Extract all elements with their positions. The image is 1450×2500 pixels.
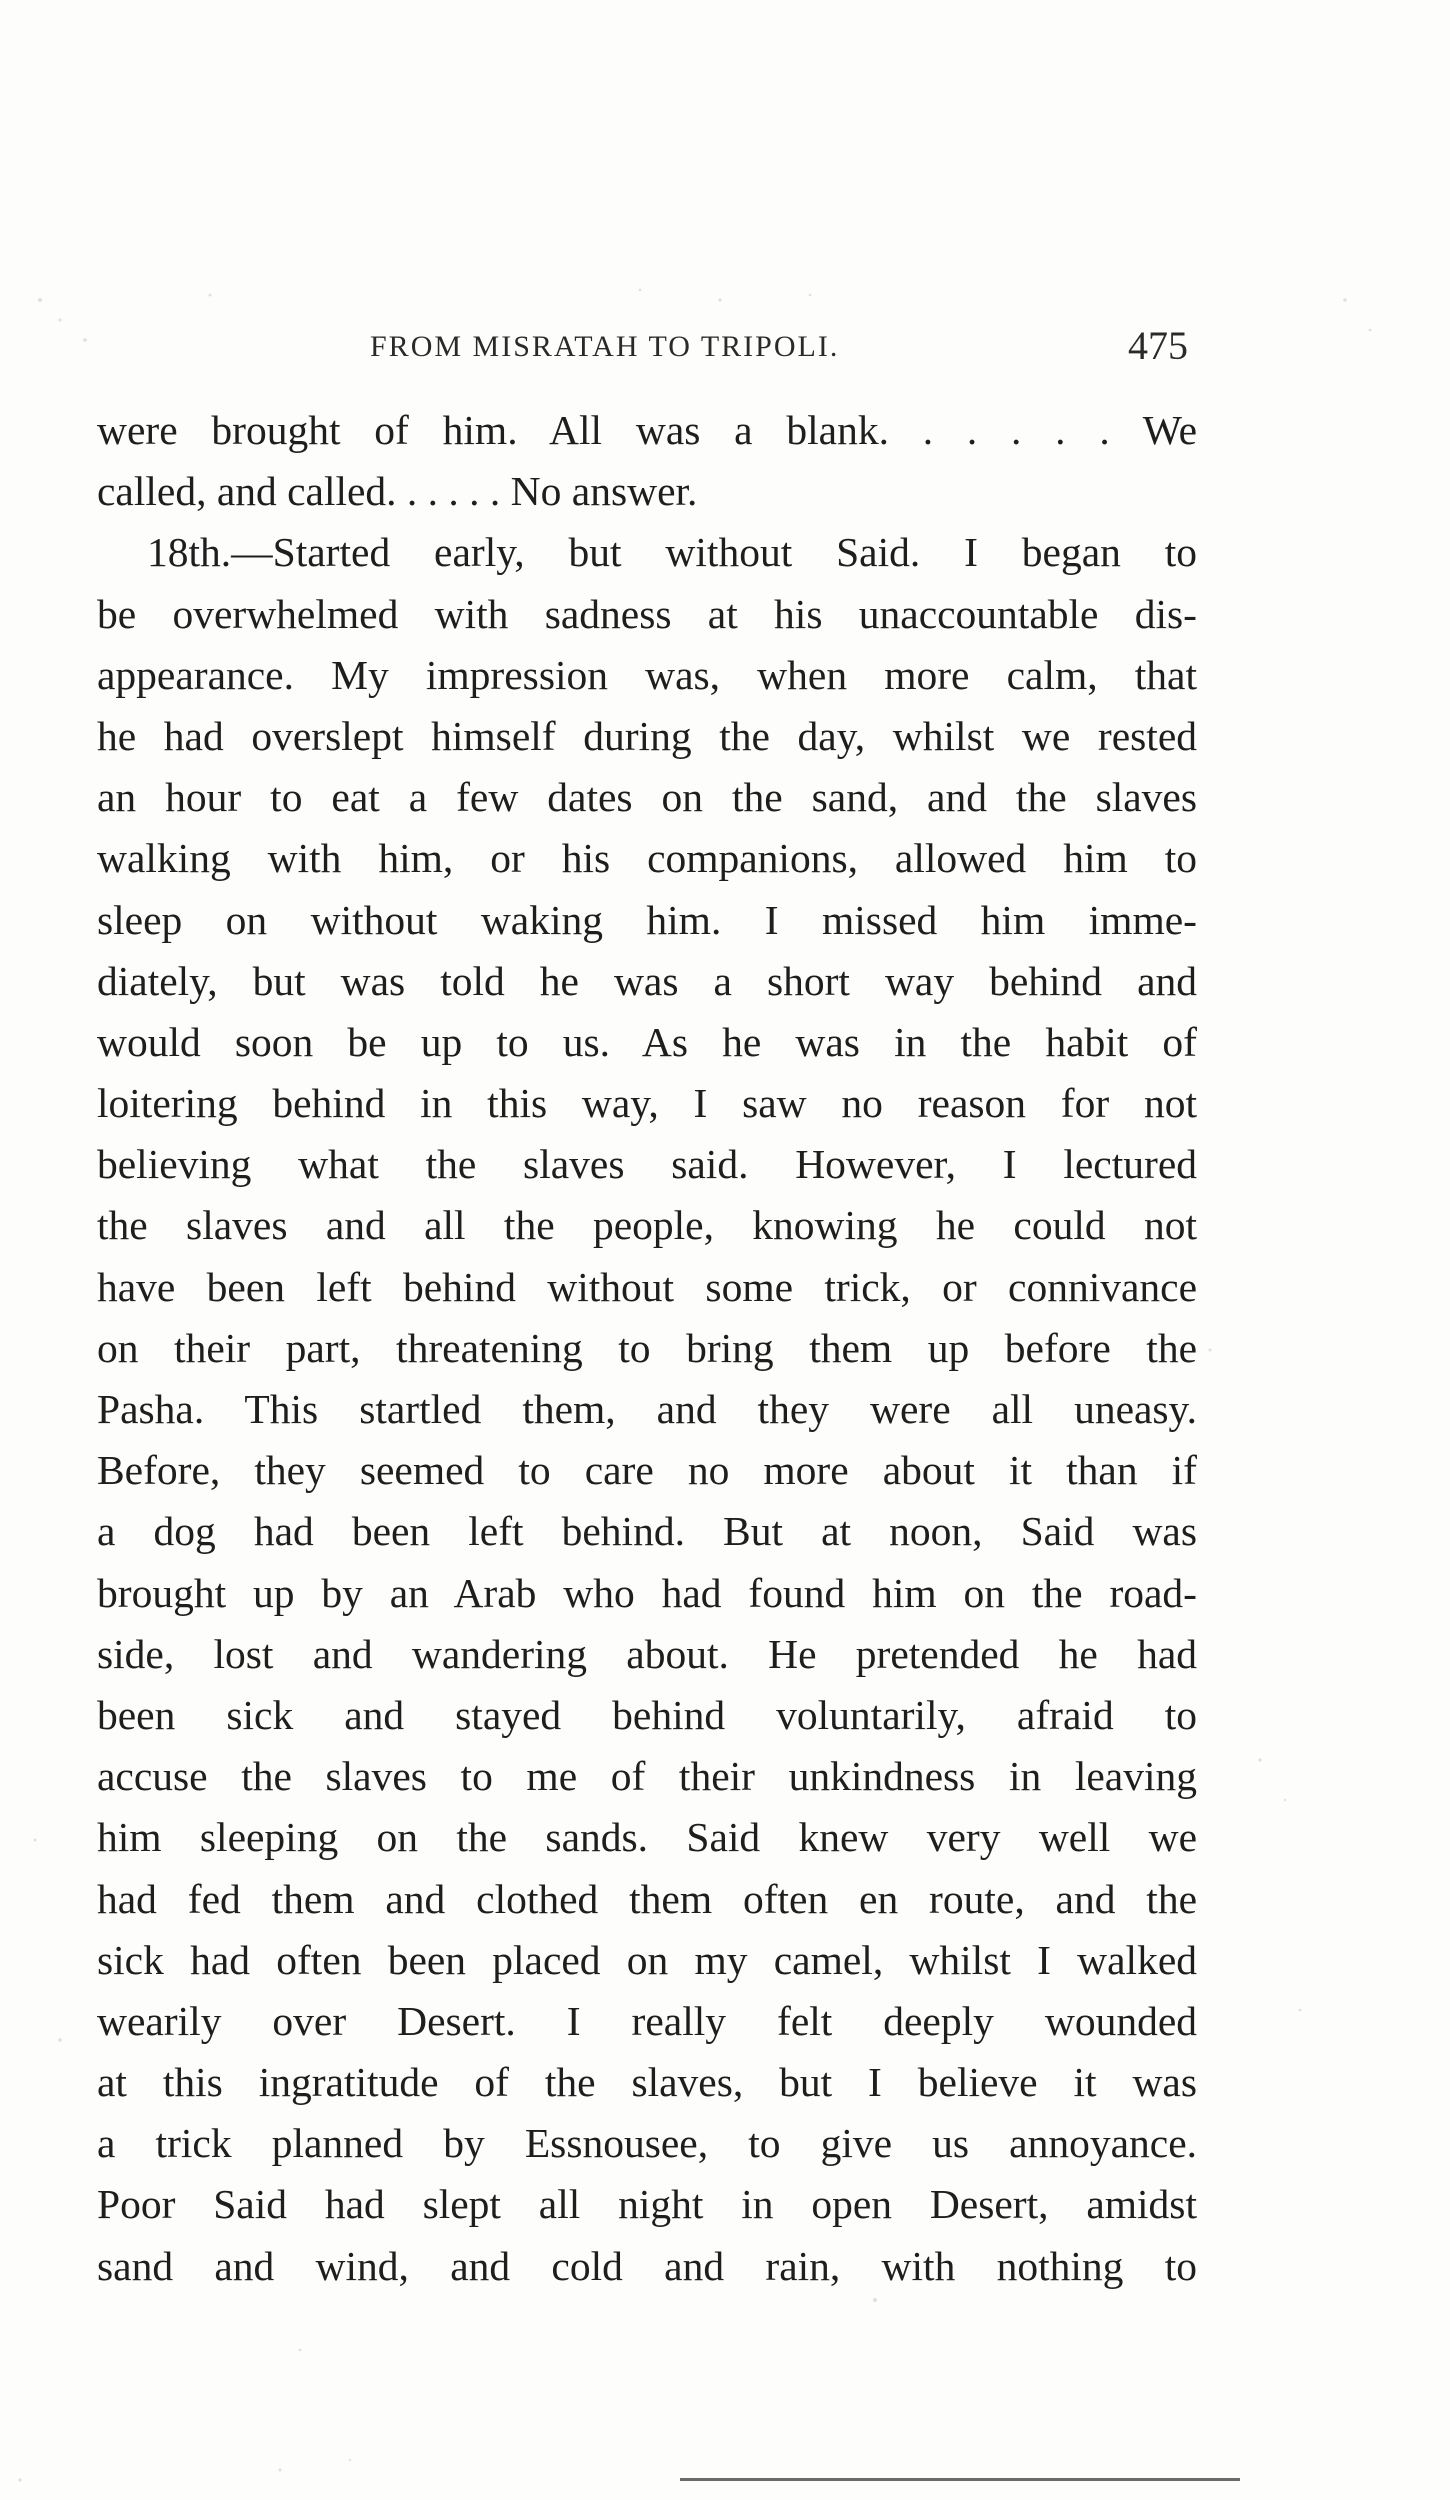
text-line: called, and called. . . . . . No answer. [97, 468, 698, 515]
text-line: be overwhelmed with sadness at his unaccountable dis- [97, 590, 1197, 637]
running-title: FROM MISRATAH TO TRIPOLI. [370, 330, 840, 363]
text-line: have been left behind without some trick, or connivance [97, 1263, 1197, 1310]
text-line: sleep on without waking him. I missed him imme- [97, 896, 1197, 943]
page-number: 475 [1128, 323, 1188, 368]
text-line: believing what the slaves said. However, I lectured [97, 1141, 1197, 1188]
text-line: sick had often been placed on my camel, whilst I walked [97, 1936, 1197, 1983]
text-line: Before, they seemed to care no more about it than if [97, 1447, 1197, 1494]
text-line: walking with him, or his companions, allowed him to [97, 835, 1197, 882]
text-line: an hour to eat a few dates on the sand, and the slaves [97, 774, 1197, 821]
text-line: loitering behind in this way, I saw no reason for not [97, 1080, 1197, 1127]
text-line: the slaves and all the people, knowing he could not [97, 1202, 1197, 1249]
text-line: appearance. My impression was, when more calm, that [97, 651, 1197, 698]
text-line: would soon be up to us. As he was in the habit of [97, 1018, 1197, 1065]
text-line: were brought of him. All was a blank. . . . . . We [97, 407, 1197, 453]
running-head [0, 323, 1450, 380]
text-line: 18th.—Started early, but without Said. I began to [147, 529, 1197, 576]
text-line: Poor Said had slept all night in open Desert, amidst [97, 2181, 1197, 2228]
text-line: he had overslept himself during the day, whilst we rested [97, 712, 1197, 759]
text-line: Pasha. This startled them, and they were all uneasy. [97, 1386, 1197, 1432]
text-line: side, lost and wandering about. He pretended he had [97, 1630, 1197, 1677]
text-line: a trick planned by Essnousee, to give us annoyance. [97, 2120, 1197, 2167]
text-line: him sleeping on the sands. Said knew very well we [97, 1814, 1197, 1861]
text-line: diately, but was told he was a short way behind and [97, 957, 1197, 1004]
text-line: sand and wind, and cold and rain, with nothing to [97, 2242, 1197, 2289]
text-line: at this ingratitude of the slaves, but I believe it was [97, 2059, 1197, 2106]
text-line: accuse the slaves to me of their unkindness in leaving [97, 1753, 1197, 1800]
text-line: on their part, threatening to bring them up before the [97, 1324, 1197, 1371]
bottom-rule [680, 2478, 1240, 2481]
text-line: a dog had been left behind. But at noon, Said was [97, 1508, 1197, 1555]
text-line: had fed them and clothed them often en route, and the [97, 1875, 1197, 1922]
text-line: brought up by an Arab who had found him on the road- [97, 1569, 1197, 1616]
text-line: wearily over Desert. I really felt deeply wounded [97, 1997, 1197, 2044]
text-line: been sick and stayed behind voluntarily, afraid to [97, 1691, 1197, 1738]
body-text [97, 400, 1197, 2297]
